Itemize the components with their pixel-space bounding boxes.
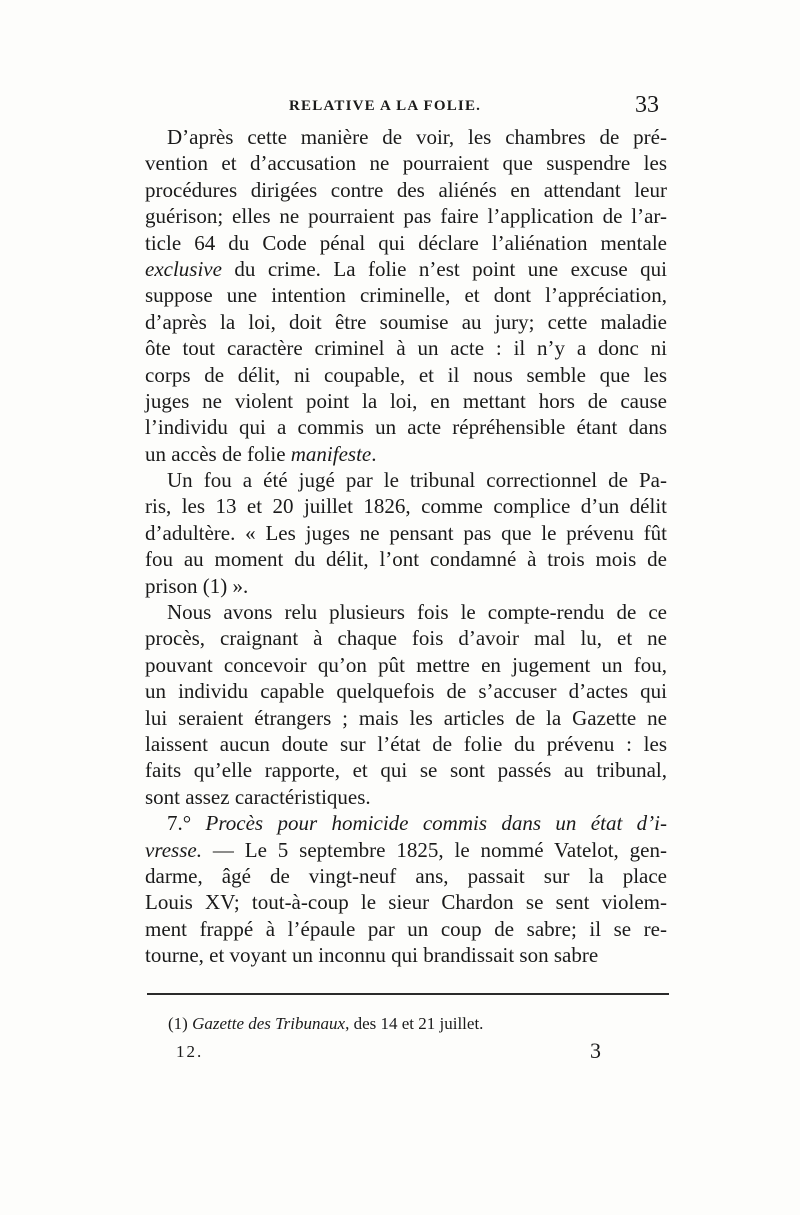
text-line: fou au moment du délit, l’ont condamné à trois mois de	[145, 547, 667, 572]
text-line: ôte tout caractère criminel à un acte : il n’y a donc ni	[145, 336, 667, 361]
text-line: exclusive du crime. La folie n’est point une excuse qui	[145, 256, 667, 281]
text-line: pouvant concevoir qu’on pût mettre en jugement un fou,	[145, 652, 667, 677]
text-line: un accès de folie manifeste.	[145, 441, 377, 466]
italic-text: vresse.	[145, 837, 202, 862]
text-line: vention et d’accusation ne pourraient que suspendre les	[145, 151, 667, 176]
running-title: RELATIVE A LA FOLIE.	[289, 98, 482, 114]
text-line: D’après cette manière de voir, les chambres de pré-	[167, 125, 667, 149]
running-head	[145, 92, 665, 122]
signature-mark: 12.	[176, 1042, 204, 1061]
text-line: ris, les 13 et 20 juillet 1826, comme complice d’un délit	[145, 494, 667, 519]
text-line: procédures dirigées contre des aliénés en attendant leur	[145, 177, 667, 202]
footnote-text: , des 14 et 21 juillet.	[345, 1014, 484, 1033]
text-line: faits qu’elle rapporte, et qui se sont passés au tribunal,	[145, 758, 667, 783]
footnote	[168, 1014, 483, 1034]
text-line: guérison; elles ne pourraient pas faire l’application de l’ar-	[145, 204, 667, 229]
paragraph	[145, 810, 667, 968]
text-line: sont assez caractéristiques.	[145, 784, 371, 809]
paragraph	[145, 467, 667, 599]
text-line: prison (1) ».	[145, 573, 249, 598]
text-line: ticle 64 du Code pénal qui déclare l’aliénation mentale	[145, 230, 667, 255]
text-line: Louis XV; tout-à-coup le sieur Chardon se sent violem-	[145, 890, 667, 915]
text-line: d’après la loi, doit être soumise au jury; cette maladie	[145, 309, 667, 334]
paragraph	[145, 599, 667, 810]
text-line: corps de délit, ni coupable, et il nous semble que les	[145, 362, 667, 387]
text-line: juges ne violent point la loi, en mettant hors de cause	[145, 388, 667, 413]
text-line: l’individu qui a commis un acte répréhensible étant dans	[145, 415, 667, 440]
text-line: suppose une intention criminelle, et dont l’appréciation,	[145, 283, 667, 308]
text-line: Nous avons relu plusieurs fois le compte-rendu de ce	[167, 600, 667, 625]
text-line: procès, craignant à chaque fois d’avoir mal lu, et ne	[145, 626, 667, 651]
italic-text: exclusive	[145, 256, 222, 281]
page-number: 33	[635, 92, 659, 118]
body-text	[145, 124, 667, 969]
footnote-marker: (1)	[168, 1014, 188, 1033]
text-line: ment frappé à l’épaule par un coup de sabre; il se re-	[145, 916, 667, 941]
text-line: vresse. — Le 5 septembre 1825, le nommé Vatelot, gen-	[145, 837, 667, 862]
signature-number: 3	[590, 1038, 601, 1063]
text-line: un individu capable quelquefois de s’accuser d’actes qui	[145, 679, 667, 704]
text-line: 7.° Procès pour homicide commis dans un état d’i-	[167, 811, 667, 836]
italic-text: Procès pour homicide commis dans un état d’i-	[205, 811, 667, 836]
text-line: laissent aucun doute sur l’état de folie du prévenu : les	[145, 731, 667, 756]
footnote-source: Gazette des Tribunaux	[192, 1014, 346, 1033]
text-line: darme, âgé de vingt-neuf ans, passait sur la place	[145, 863, 667, 888]
text-line: d’adultère. « Les juges ne pensant pas que le prévenu fût	[145, 520, 667, 545]
text-line: tourne, et voyant un inconnu qui brandissait son sabre	[145, 943, 599, 968]
paragraph	[145, 124, 667, 467]
italic-text: manifeste	[290, 441, 372, 466]
text-line: lui seraient étrangers ; mais les articles de la Gazette ne	[145, 705, 667, 730]
text-line: Un fou a été jugé par le tribunal correctionnel de Pa-	[167, 468, 667, 493]
footnote-rule	[147, 993, 669, 995]
